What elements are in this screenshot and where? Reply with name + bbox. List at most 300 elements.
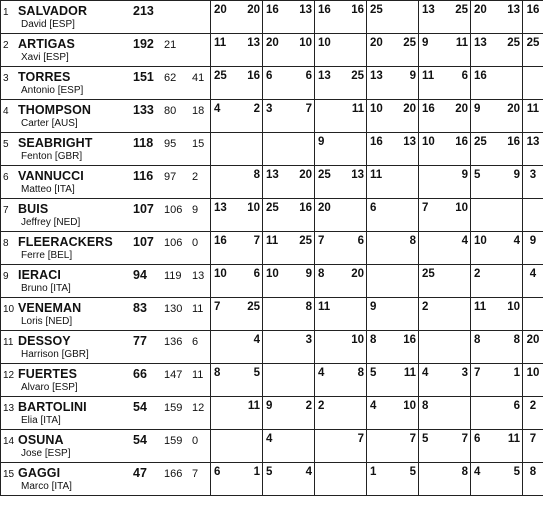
race2-points: 25 [455,4,468,16]
race1-points: 20 [526,334,540,346]
rider-surname: GAGGI [18,466,61,480]
standings-row [1,298,543,331]
rider-nationality: [ITA] [54,184,75,195]
standings-row [1,397,543,430]
race1-points: 16 [370,136,383,148]
rider-nationality: [GBR] [61,349,89,360]
standings-row [1,265,543,298]
race-round-cell [419,265,471,298]
rider-firstname: Xavi [21,52,41,63]
rider-nationality: [ESP] [57,85,84,96]
race2-points: 6 [253,268,260,280]
rider-surname: ARTIGAS [18,37,75,51]
rider-points: 151 [133,70,154,84]
race1-points: 4 [474,466,481,478]
race2-points: 16 [455,136,468,148]
race-round-cell [419,133,471,166]
rider-position: 3 [3,73,9,84]
rider-info-cell [1,1,211,34]
race-round-cell [367,265,419,298]
race-round-cell [367,1,419,34]
race1-points: 13 [214,202,227,214]
race-round-cell [367,199,419,232]
rider-firstname: Loris [21,316,43,327]
rider-info-cell [1,265,211,298]
race2-points: 10 [403,400,416,412]
race1-points: 25 [526,37,540,49]
race2-points: 10 [247,202,260,214]
gap-to-previous: 2 [192,171,199,183]
race-round-cell [523,397,543,430]
gap-to-previous: 6 [192,336,199,348]
race1-points: 4 [370,400,377,412]
race-round-cell [211,133,263,166]
race2-points: 13 [403,136,416,148]
race2-points: 6 [357,235,364,247]
rider-surname: SEABRIGHT [18,136,93,150]
race-round-cell [419,100,471,133]
race2-points: 25 [507,37,520,49]
race-round-cell [263,100,315,133]
race1-points: 10 [214,268,227,280]
race-round-cell [263,133,315,166]
race2-points: 4 [305,466,312,478]
race2-points: 7 [305,103,312,115]
rider-info-cell [1,430,211,463]
gap-to-leader: 136 [164,336,183,348]
race-round-cell [471,199,523,232]
race-round-cell [471,133,523,166]
race-round-cell [367,100,419,133]
race-round-cell [523,199,543,232]
rider-firstname-country [21,283,71,294]
race1-points: 9 [266,400,273,412]
rider-firstname: Jose [21,448,43,459]
race-round-cell [471,463,523,496]
race1-points: 2 [318,400,325,412]
gap-to-leader: 147 [164,369,183,381]
race1-points: 4 [529,268,537,280]
rider-nationality: [BEL] [47,250,73,261]
race2-points: 10 [455,202,468,214]
race-round-cell [419,67,471,100]
rider-points: 83 [133,301,147,315]
rider-firstname-country [21,217,80,228]
race2-points: 4 [253,334,260,346]
rider-nationality: [ITA] [40,415,61,426]
race2-points: 5 [409,466,416,478]
race1-points: 8 [318,268,325,280]
rider-info-cell [1,463,211,496]
race-round-cell [211,34,263,67]
gap-to-leader: 159 [164,435,183,447]
race1-points: 8 [529,466,537,478]
rider-firstname-country [21,250,72,261]
race1-points: 25 [214,70,227,82]
race2-points: 8 [513,334,520,346]
race2-points: 1 [253,466,260,478]
rider-info-cell [1,364,211,397]
race-round-cell [211,430,263,463]
race-round-cell [523,364,543,397]
race-round-cell [523,34,543,67]
race1-points: 16 [422,103,435,115]
race1-points: 4 [318,367,325,379]
rider-points: 118 [133,136,154,150]
race-round-cell [315,265,367,298]
race2-points: 20 [351,268,364,280]
race2-points: 9 [461,169,468,181]
standings-row [1,232,543,265]
gap-to-previous: 9 [192,204,199,216]
race-round-cell [315,430,367,463]
rider-nationality: [ESP] [43,52,69,63]
race2-points: 9 [513,169,520,181]
race-round-cell [523,298,543,331]
race1-points: 10 [526,367,540,379]
rider-position: 12 [3,370,15,381]
race2-points: 25 [247,301,260,313]
race-round-cell [263,166,315,199]
race1-points: 1 [370,466,377,478]
rider-points: 107 [133,235,154,249]
race-round-cell [419,166,471,199]
race2-points: 11 [247,400,260,412]
race-round-cell [211,232,263,265]
race-round-cell [523,331,543,364]
rider-points: 116 [133,169,154,183]
rider-nationality: [AUS] [51,118,78,129]
race-round-cell [263,430,315,463]
race-round-cell [315,364,367,397]
race-round-cell [367,166,419,199]
race-round-cell [471,265,523,298]
rider-firstname-country [21,19,75,30]
race-round-cell [263,265,315,298]
race-round-cell [419,430,471,463]
rider-firstname-country [21,151,82,162]
standings-row [1,364,543,397]
gap-to-leader: 21 [164,39,177,51]
race1-points: 7 [529,433,537,445]
race-round-cell [471,34,523,67]
race1-points: 8 [422,400,429,412]
rider-surname: BARTOLINI [18,400,87,414]
race2-points: 20 [247,4,260,16]
rider-position: 6 [3,172,9,183]
rider-position: 9 [3,271,9,282]
gap-to-leader: 62 [164,72,177,84]
race2-points: 9 [409,70,416,82]
race-round-cell [315,298,367,331]
rider-surname: DESSOY [18,334,71,348]
race-round-cell [471,1,523,34]
race-round-cell [211,67,263,100]
race1-points: 25 [318,169,331,181]
gap-to-leader: 159 [164,402,183,414]
race-round-cell [315,1,367,34]
rider-points: 77 [133,334,147,348]
rider-points: 192 [133,37,154,51]
race1-points: 25 [370,4,383,16]
race2-points: 11 [455,37,468,49]
race2-points: 1 [513,367,520,379]
race1-points: 13 [266,169,279,181]
race2-points: 11 [403,367,416,379]
standings-row [1,34,543,67]
race2-points: 10 [351,334,364,346]
race-round-cell [263,364,315,397]
race2-points: 8 [305,301,312,313]
race-round-cell [523,1,543,34]
rider-info-cell [1,298,211,331]
rider-surname: BUIS [18,202,49,216]
race2-points: 7 [461,433,468,445]
race-round-cell [367,298,419,331]
race2-points: 13 [247,37,260,49]
race2-points: 9 [305,268,312,280]
rider-points: 66 [133,367,147,381]
rider-position: 15 [3,469,15,480]
rider-firstname-country [21,85,83,96]
race1-points: 16 [474,70,487,82]
race-round-cell [523,133,543,166]
race-round-cell [211,199,263,232]
race-round-cell [367,67,419,100]
race1-points: 16 [318,4,331,16]
gap-to-previous: 7 [192,468,199,480]
race1-points: 20 [266,37,279,49]
race1-points: 9 [370,301,377,313]
race1-points: 2 [474,268,481,280]
rider-position: 2 [3,40,9,51]
rider-firstname: Elia [21,415,38,426]
rider-nationality: [ESP] [52,382,78,393]
rider-points: 47 [133,466,147,480]
race-round-cell [523,430,543,463]
rider-surname: VENEMAN [18,301,82,315]
rider-position: 13 [3,403,15,414]
race-round-cell [211,364,263,397]
gap-to-leader: 95 [164,138,177,150]
rider-surname: VANNUCCI [18,169,84,183]
race-round-cell [471,331,523,364]
race-round-cell [211,1,263,34]
race1-points: 5 [370,367,377,379]
gap-to-leader: 80 [164,105,177,117]
race-round-cell [367,331,419,364]
race1-points: 25 [474,136,487,148]
race1-points: 7 [318,235,325,247]
race1-points: 8 [474,334,481,346]
rider-firstname: Fenton [21,151,53,162]
race1-points: 16 [214,235,227,247]
gap-to-previous: 12 [192,402,205,414]
race2-points: 8 [357,367,364,379]
rider-nationality: [NED] [53,217,81,228]
rider-nationality: [NED] [45,316,73,327]
race-round-cell [471,166,523,199]
race2-points: 13 [299,4,312,16]
race-round-cell [523,100,543,133]
race1-points: 11 [474,301,487,313]
rider-firstname-country [21,448,70,459]
race1-points: 3 [266,103,273,115]
rider-firstname: Ferre [21,250,45,261]
race-round-cell [471,298,523,331]
rider-surname: IERACI [18,268,61,282]
rider-position: 8 [3,238,9,249]
race-round-cell [419,1,471,34]
race1-points: 20 [318,202,331,214]
rider-firstname-country [21,349,89,360]
race-round-cell [211,265,263,298]
race2-points: 16 [351,4,364,16]
race1-points: 10 [370,103,383,115]
rider-firstname: Marco [21,481,49,492]
standings-row [1,463,543,496]
race-round-cell [263,199,315,232]
race1-points: 9 [474,103,481,115]
race1-points: 8 [214,367,221,379]
rider-firstname: Harrison [21,349,59,360]
race2-points: 5 [253,367,260,379]
standings-row [1,133,543,166]
race1-points: 11 [266,235,279,247]
race2-points: 3 [305,334,312,346]
rider-nationality: [GBR] [54,151,83,162]
race1-points: 5 [266,466,273,478]
gap-to-previous: 11 [192,303,204,315]
race1-points: 20 [474,4,487,16]
race1-points: 4 [214,103,221,115]
gap-to-previous: 18 [192,105,205,117]
race-round-cell [419,463,471,496]
race1-points: 11 [318,301,331,313]
race-round-cell [263,232,315,265]
race-round-cell [523,166,543,199]
race-round-cell [315,199,367,232]
rider-points: 213 [133,4,154,18]
race1-points: 20 [370,37,383,49]
rider-firstname-country [21,316,72,327]
gap-to-leader: 166 [164,468,183,480]
standings-body [1,1,543,496]
rider-firstname: Carter [21,118,49,129]
race2-points: 6 [461,70,468,82]
rider-position: 11 [3,337,14,348]
race2-points: 25 [299,235,312,247]
race1-points: 8 [370,334,377,346]
race-round-cell [263,1,315,34]
race1-points: 6 [266,70,273,82]
race2-points: 13 [507,4,520,16]
race-round-cell [471,364,523,397]
race2-points: 16 [299,202,312,214]
gap-to-leader: 106 [164,237,183,249]
race2-points: 7 [357,433,364,445]
rider-surname: OSUNA [18,433,64,447]
race1-points: 16 [526,4,540,16]
race-round-cell [315,100,367,133]
race1-points: 6 [474,433,481,445]
standings-row [1,331,543,364]
race-round-cell [315,166,367,199]
rider-firstname-country [21,415,61,426]
standings-row [1,100,543,133]
race-round-cell [419,331,471,364]
gap-to-previous: 15 [192,138,205,150]
rider-info-cell [1,67,211,100]
race-round-cell [419,397,471,430]
race-round-cell [315,67,367,100]
race1-points: 6 [214,466,221,478]
gap-to-previous: 13 [192,270,205,282]
rider-firstname-country [21,52,69,63]
race2-points: 6 [305,70,312,82]
race-round-cell [419,298,471,331]
rider-info-cell [1,397,211,430]
rider-firstname: Bruno [21,283,48,294]
gap-to-previous: 41 [192,72,205,84]
race1-points: 10 [474,235,487,247]
race1-points: 11 [370,169,383,181]
race-round-cell [211,331,263,364]
gap-to-previous: 0 [192,435,199,447]
rider-firstname: Antonio [21,85,55,96]
race2-points: 16 [507,136,520,148]
race-round-cell [211,463,263,496]
race-round-cell [523,265,543,298]
rider-firstname-country [21,118,78,129]
race1-points: 6 [370,202,377,214]
race2-points: 11 [351,103,364,115]
race1-points: 13 [318,70,331,82]
rider-nationality: [ITA] [51,481,72,492]
race1-points: 5 [474,169,481,181]
rider-points: 133 [133,103,154,117]
gap-to-previous: 0 [192,237,199,249]
race1-points: 25 [422,268,435,280]
rider-firstname: Matteo [21,184,52,195]
race1-points: 13 [422,4,435,16]
race-round-cell [263,397,315,430]
rider-info-cell [1,199,211,232]
race1-points: 2 [529,400,537,412]
race-round-cell [263,67,315,100]
rider-info-cell [1,34,211,67]
rider-nationality: [ESP] [44,448,71,459]
race1-points: 7 [474,367,481,379]
race-round-cell [367,463,419,496]
rider-firstname: David [21,19,47,30]
race-round-cell [471,430,523,463]
rider-position: 7 [3,205,9,216]
race2-points: 4 [461,235,468,247]
rider-info-cell [1,100,211,133]
race-round-cell [315,331,367,364]
race2-points: 16 [403,334,416,346]
race1-points: 20 [214,4,227,16]
race-round-cell [315,34,367,67]
rider-points: 107 [133,202,154,216]
race1-points: 11 [214,37,227,49]
race-round-cell [523,67,543,100]
race1-points: 5 [422,433,429,445]
race2-points: 13 [351,169,364,181]
rider-info-cell [1,133,211,166]
rider-position: 1 [3,7,9,18]
